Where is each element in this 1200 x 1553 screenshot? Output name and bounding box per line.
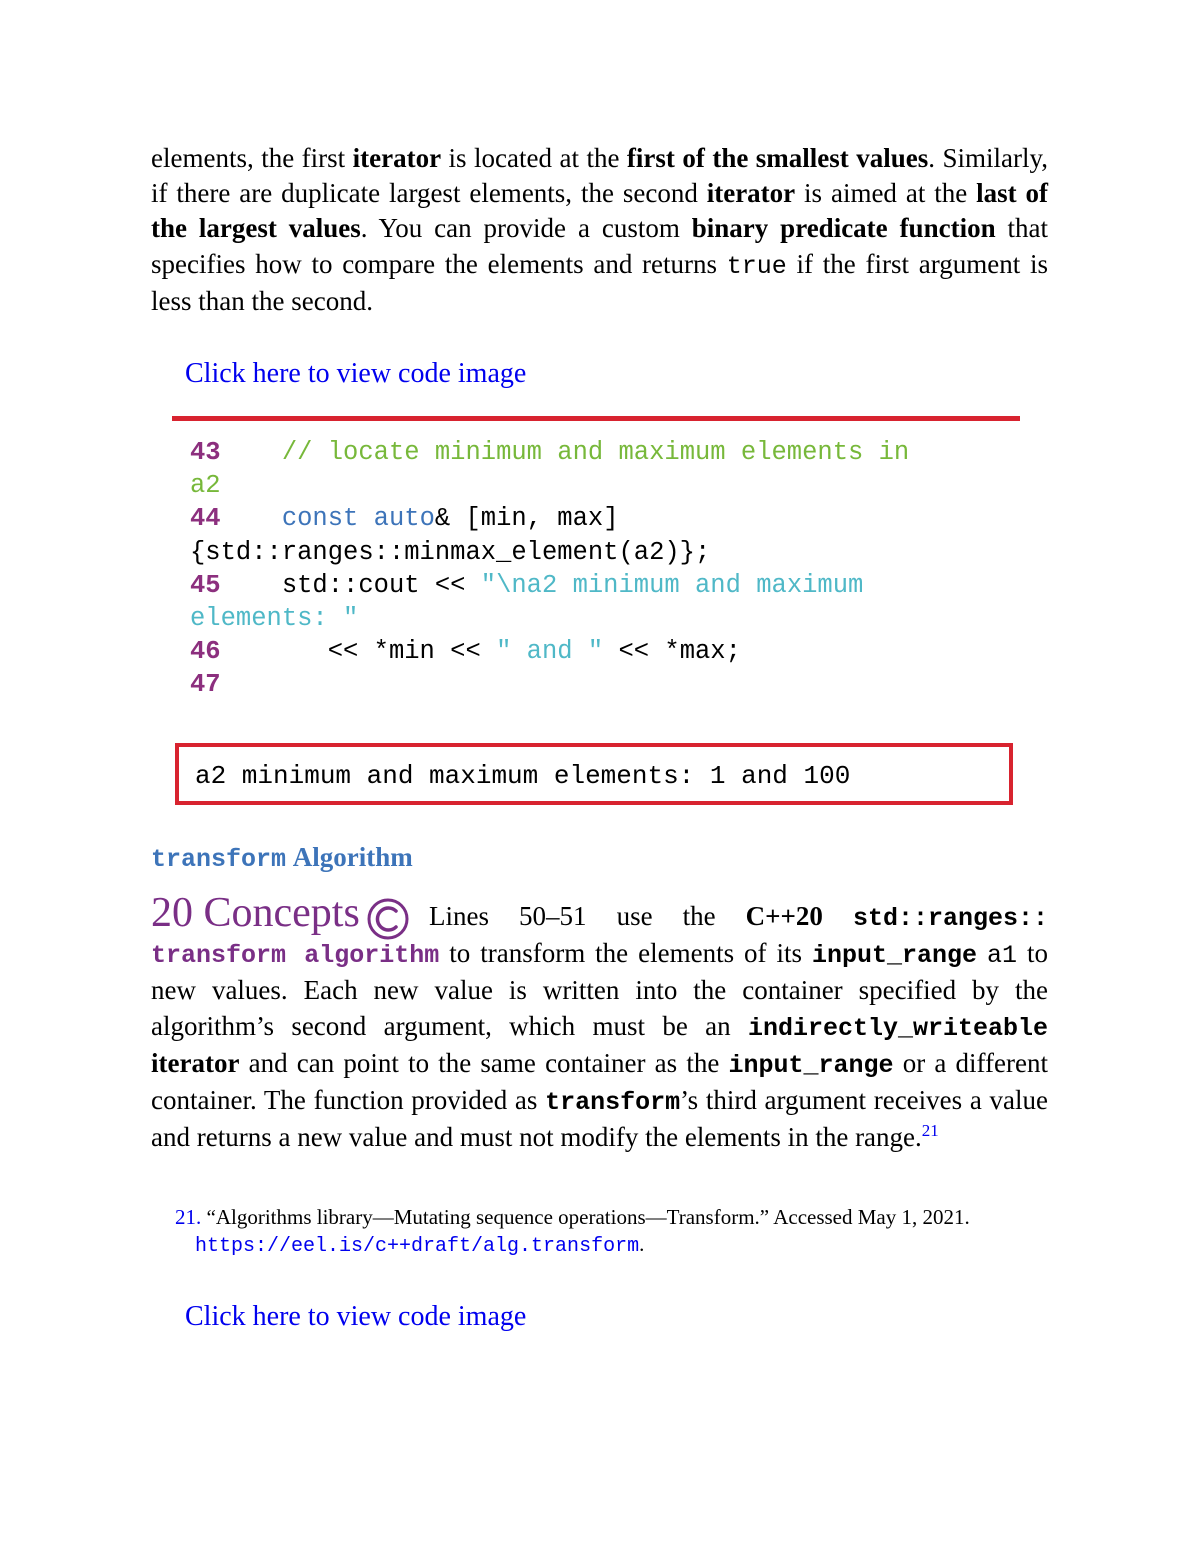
- code-listing: [190, 436, 1020, 702]
- para1-text: if the first argument is less than the second.: [151, 248, 1048, 316]
- para2-text: to transform the elements of its: [439, 938, 813, 969]
- para1-text: is aimed at the: [795, 178, 977, 209]
- section-heading-code: transform: [151, 845, 287, 874]
- code-text: std::cout <<: [281, 570, 481, 600]
- footnote-url-link[interactable]: https://eel.is/c++draft/alg.transform: [195, 1235, 640, 1258]
- para1-text: is located at the: [441, 143, 627, 173]
- para1-bold: last of the largest values: [151, 178, 1048, 244]
- footnote-end: .: [639, 1232, 645, 1256]
- code-comment: // locate minimum and maximum elements in: [281, 438, 910, 467]
- code-text: << *max;: [603, 637, 741, 667]
- code-string-wrap: elements: ": [190, 604, 359, 634]
- section-heading: [151, 842, 413, 874]
- para2-text: Lines 50–51 use the: [429, 901, 746, 931]
- footnote-text: “Algorithms library—Mutating sequence operations—Transform.” Accessed May 1, 2021.: [201, 1205, 970, 1229]
- footnote-reference[interactable]: 21: [921, 1121, 939, 1141]
- code-keyword: auto: [373, 504, 435, 534]
- code-comment-wrap: a2: [190, 471, 221, 501]
- para1-bold: first of the smallest values: [626, 143, 929, 173]
- para1-text: . Similarly, if there are duplicate largest elements, the second: [151, 143, 1049, 209]
- line-number: 43: [190, 438, 221, 467]
- para1-code-true: true: [726, 251, 787, 281]
- code-string: " and ": [496, 637, 604, 667]
- program-output-text: a2 minimum and maximum elements: 1 and 100: [195, 761, 851, 791]
- para2-text: to new values. Each new value is written into the container specified by the algorithm’s second argument, which must be an: [151, 938, 1049, 1041]
- body-paragraph-1: [151, 141, 1048, 319]
- para2-bold: iterator: [151, 1047, 240, 1078]
- para2-code-algorithm: transform algorithm: [151, 941, 440, 971]
- para2-text: ’s third argument receives a value and returns a new value and must not modify the elements in the range.: [151, 1085, 1048, 1153]
- code-keyword: const: [281, 504, 359, 534]
- para1-bold: iterator: [352, 143, 442, 173]
- body-paragraph-2: [151, 899, 1048, 1155]
- para1-text: that specifies how to compare the elements and returns: [151, 213, 1048, 279]
- code-string: "\na2 minimum and maximum: [480, 570, 864, 600]
- para1-text: . You can provide a custom: [360, 213, 692, 244]
- line-number: 45: [190, 570, 221, 600]
- para2-code: a1: [987, 941, 1018, 971]
- code-text: & [min, max]: [434, 504, 619, 534]
- line-number: 46: [190, 637, 221, 667]
- para2-bold: C++20: [745, 901, 823, 931]
- para1-bold: iterator: [706, 178, 796, 209]
- para2-code-bold: input_range: [812, 941, 978, 971]
- para1-text: elements, the first: [151, 143, 353, 173]
- para2-text: and can point to the same container as the: [239, 1047, 729, 1078]
- program-output-box: [175, 743, 1013, 805]
- cpp20-concepts-label: 20 Concepts: [151, 890, 360, 936]
- code-text-wrap: {std::ranges::minmax_element(a2)};: [190, 537, 711, 567]
- view-code-image-link-1[interactable]: Click here to view code image: [185, 358, 527, 389]
- code-listing-top-rule: [172, 416, 1020, 421]
- section-heading-text: Algorithm: [292, 842, 413, 872]
- para2-code-bold: transform: [545, 1088, 681, 1118]
- footnote-number[interactable]: 21.: [175, 1205, 202, 1229]
- footnote-21: [175, 1204, 1048, 1260]
- para2-text: or a different container. The function provided as: [151, 1047, 1048, 1116]
- para2-code-bold: indirectly_writeable: [747, 1013, 1048, 1043]
- code-text: << *min <<: [327, 637, 497, 667]
- line-number: 47: [190, 670, 221, 700]
- line-number: 44: [190, 504, 221, 534]
- para2-code-bold: std::ranges::: [852, 904, 1048, 933]
- para2-code-bold: input_range: [728, 1050, 894, 1080]
- para1-bold: binary predicate function: [691, 213, 996, 244]
- view-code-image-link-2[interactable]: Click here to view code image: [185, 1301, 527, 1332]
